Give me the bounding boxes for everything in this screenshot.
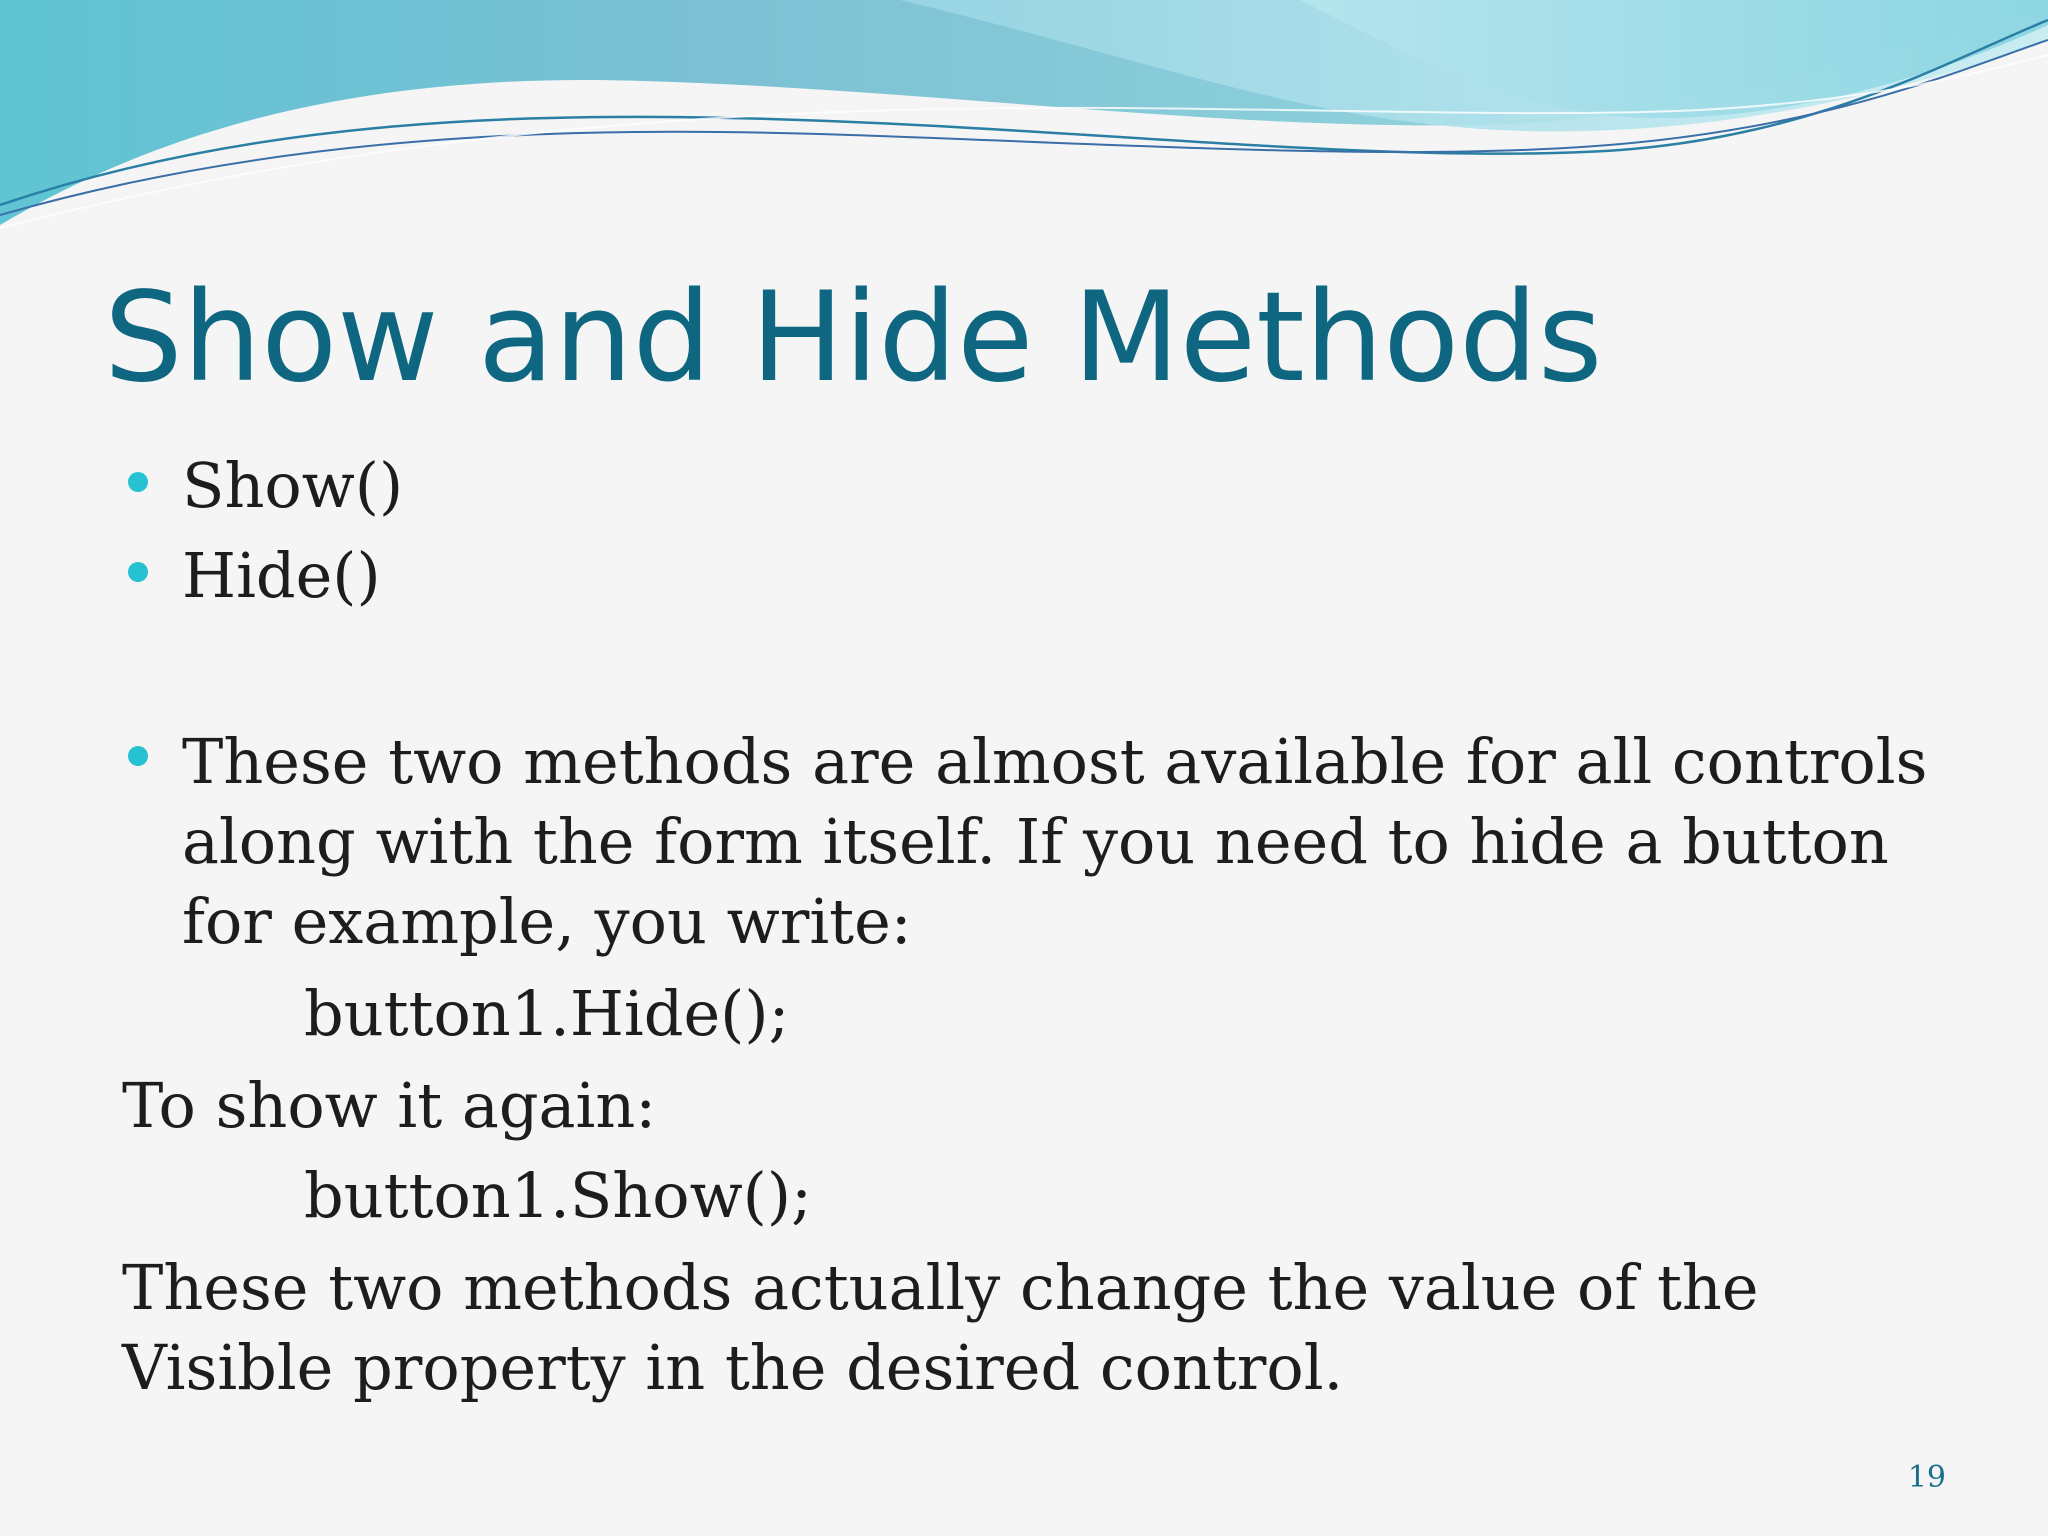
paragraph-line-3: for example, you write: — [182, 885, 912, 958]
closing-line-1: These two methods actually change the value of the — [122, 1251, 1759, 1324]
closing-line-2: Visible property in the desired control. — [122, 1331, 1344, 1404]
code-show: button1.Show(); — [304, 1159, 812, 1232]
slide-title: Show and Hide Methods — [104, 266, 1603, 410]
bullet-item-hide: Hide() — [182, 539, 381, 612]
code-hide: button1.Hide(); — [304, 977, 790, 1050]
page-number: 19 — [1907, 1460, 1946, 1495]
bullet-icon — [128, 746, 148, 766]
show-again-text: To show it again: — [122, 1069, 657, 1142]
paragraph-line-1: These two methods are almost available for all controls — [182, 725, 1928, 798]
bullet-icon — [128, 562, 148, 582]
paragraph-line-2: along with the form itself. If you need to hide a button — [182, 805, 1889, 878]
bullet-icon — [128, 472, 148, 492]
bullet-item-show: Show() — [182, 449, 404, 522]
